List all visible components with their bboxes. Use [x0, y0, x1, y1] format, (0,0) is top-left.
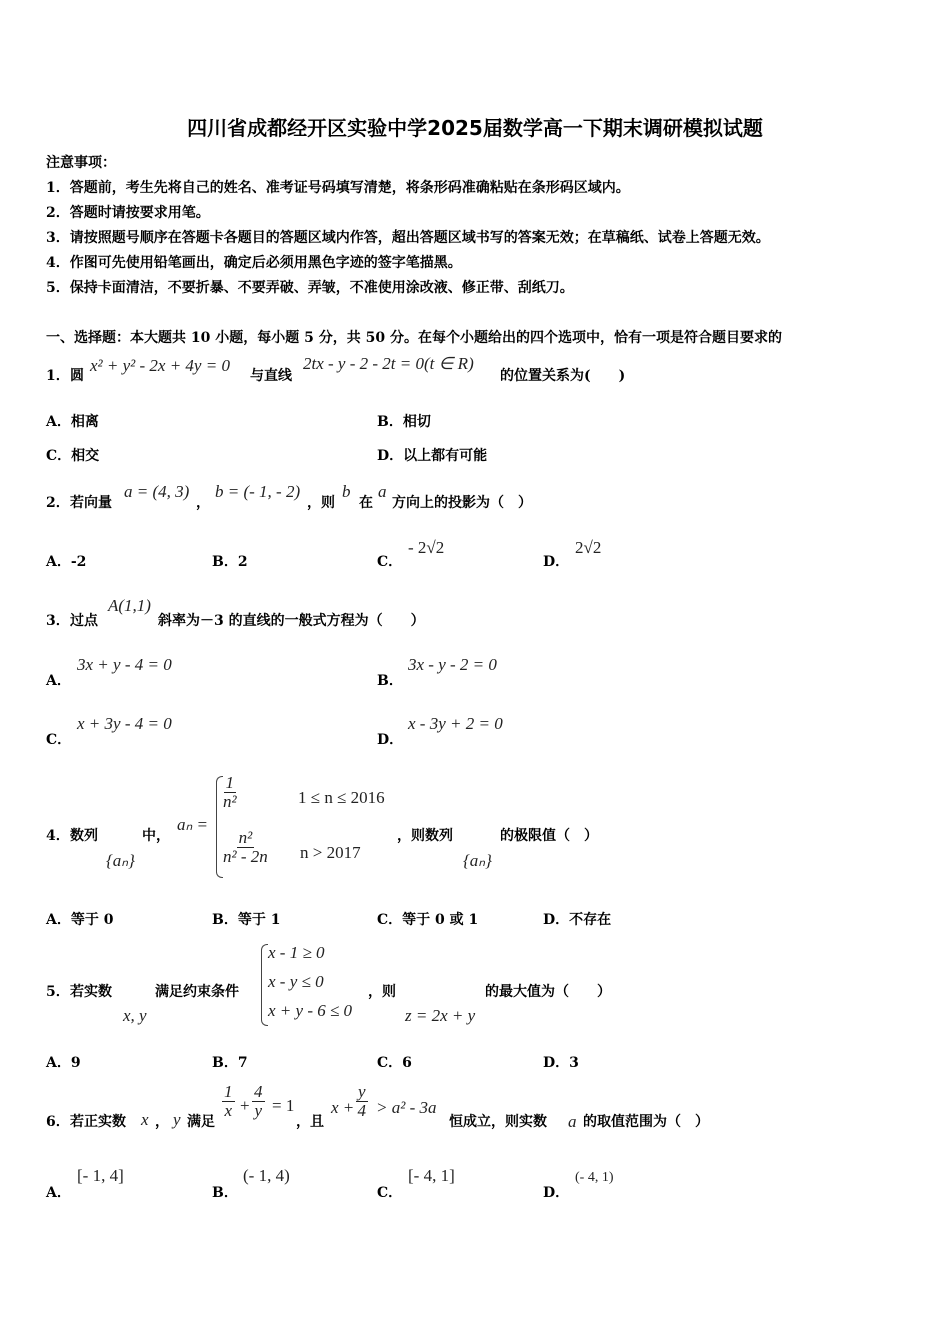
question-text: 的最大值为（ ） [485, 984, 611, 1000]
option-c: C．相交 [46, 448, 100, 464]
math-expression: A(1,1) [108, 596, 151, 615]
question-text: 圆 [70, 368, 84, 384]
fraction-numerator: 1 [224, 1082, 233, 1101]
math-variable: y [173, 1110, 181, 1129]
fraction-denominator: 4 [357, 1101, 367, 1120]
option-a-math: 3x + y - 4 = 0 [77, 655, 172, 674]
option-b: B． [212, 1185, 238, 1201]
question-text: 满足约束条件 [155, 984, 239, 1000]
notice-item: 5．保持卡面清洁，不要折暴、不要弄破、弄皱，不准使用涂改液、修正带、刮纸刀。 [46, 280, 574, 296]
option-b-math: (- 1, 4) [243, 1166, 290, 1185]
fraction-numerator: y [358, 1082, 366, 1101]
math-constraint: x + y - 6 ≤ 0 [268, 1001, 353, 1020]
option-a: A．等于 0 [46, 912, 114, 928]
fraction-numerator: 1 [225, 773, 235, 792]
fraction-denominator: n² [223, 792, 237, 811]
option-c: C． [46, 732, 72, 748]
math-expression: = 1 [272, 1096, 295, 1115]
notice-item: 3．请按照题号顺序在答题卡各题目的答题区域内作答，超出答题区域书写的答案无效；在草稿纸、试卷上答题无效。 [46, 230, 770, 246]
notice-item: 1．答题前，考生先将自己的姓名、准考证号码填写清楚，将条形码准确粘贴在条形码区域内。 [46, 180, 630, 196]
option-a: A．9 [46, 1055, 81, 1071]
math-operator: + [240, 1096, 250, 1115]
question-text: ， [196, 495, 210, 511]
option-d: D． [543, 1185, 570, 1201]
fraction-denominator: x [224, 1101, 233, 1120]
option-c-math: - 2√2 [408, 538, 445, 557]
math-fraction [222, 1083, 235, 1120]
question-text: 在 [359, 495, 373, 511]
math-fraction [252, 1083, 265, 1120]
question-text: 的极限值（ ） [500, 828, 598, 844]
math-constraint: x - y ≤ 0 [268, 972, 324, 991]
question-text: 满足 [187, 1114, 215, 1130]
option-d-math: 2√2 [575, 538, 602, 557]
option-a: A．相离 [46, 414, 99, 430]
math-expression: z = 2x + y [405, 1006, 476, 1025]
notice-item: 4．作图可先使用铅笔画出，确定后必须用黑色字迹的签字笔描黑。 [46, 255, 462, 271]
math-constraint: x - 1 ≥ 0 [268, 943, 325, 962]
math-expression: > a² - 3a [376, 1098, 437, 1117]
question-text: ，则 [307, 495, 335, 511]
math-expression: {aₙ} [106, 851, 135, 870]
fraction-denominator: n² - 2n [223, 847, 268, 866]
question-text: 若实数 [70, 984, 112, 1000]
option-a: A． [46, 1185, 71, 1201]
option-a-math: [- 1, 4] [77, 1166, 124, 1185]
math-expression: aₙ = [177, 815, 208, 834]
brace-icon [216, 776, 223, 878]
question-number: 6． [46, 1114, 70, 1130]
math-expression: a = (4, 3) [124, 482, 190, 501]
option-d: D．以上都有可能 [377, 448, 488, 464]
math-condition: n > 2017 [300, 843, 361, 862]
math-expression: x² + y² - 2x + 4y = 0 [90, 356, 230, 375]
question-text: ，且 [296, 1114, 324, 1130]
page-title: 四川省成都经开区实验中学2025届数学高一下期末调研模拟试题 [187, 116, 763, 140]
question-text: 恒成立，则实数 [449, 1114, 547, 1130]
question-number: 1． [46, 368, 70, 384]
math-fraction [223, 829, 268, 866]
fraction-numerator: 4 [254, 1082, 263, 1101]
math-expression: x + [331, 1098, 355, 1117]
option-c: C． [377, 554, 403, 570]
math-condition: 1 ≤ n ≤ 2016 [298, 788, 385, 807]
math-expression: x, y [123, 1006, 147, 1025]
question-text: 方向上的投影为（ ） [392, 495, 532, 511]
option-d-math: x - 3y + 2 = 0 [408, 714, 503, 733]
question-text: 数列 [70, 828, 98, 844]
question-text: ， [155, 1114, 169, 1130]
option-d: D．3 [543, 1055, 579, 1071]
math-expression: b = (- 1, - 2) [215, 482, 301, 501]
option-b-math: 3x - y - 2 = 0 [408, 655, 497, 674]
option-b: B．7 [212, 1055, 248, 1071]
math-fraction [223, 774, 237, 811]
option-b: B． [377, 673, 403, 689]
question-text: 过点 [70, 613, 98, 629]
brace-icon [261, 944, 268, 1026]
question-text: ，则数列 [397, 828, 453, 844]
option-a: A． [46, 673, 71, 689]
fraction-numerator: n² [238, 828, 253, 847]
question-text: 的取值范围为（ ） [583, 1114, 709, 1130]
option-c: C． [377, 1185, 403, 1201]
question-text: 斜率为－3 的直线的一般式方程为（ ） [158, 613, 425, 629]
question-text: 中， [142, 828, 170, 844]
math-expression: {aₙ} [463, 851, 492, 870]
option-d: D． [377, 732, 404, 748]
math-fraction [356, 1083, 368, 1120]
notice-item: 2．答题时请按要求用笔。 [46, 205, 210, 221]
option-b: B．相切 [377, 414, 431, 430]
option-c: C．6 [377, 1055, 412, 1071]
section-heading: 一、选择题：本大题共 10 小题，每小题 5 分，共 50 分。在每个小题给出的四个选项中，恰有一项是符合题目要求的 [46, 330, 782, 346]
question-text: 与直线 [250, 368, 292, 384]
option-d: D．不存在 [543, 912, 612, 928]
math-expression: a [378, 482, 387, 501]
math-expression: b [342, 482, 351, 501]
math-variable: a [568, 1112, 577, 1131]
option-a: A．-2 [46, 554, 87, 570]
question-text: 的位置关系为( ) [500, 368, 626, 384]
question-number: 4． [46, 828, 70, 844]
question-number: 3． [46, 613, 70, 629]
question-number: 2． [46, 495, 70, 511]
option-b: B．2 [212, 554, 248, 570]
math-variable: x [141, 1110, 149, 1129]
math-expression: 2tx - y - 2 - 2t = 0(t ∈ R) [303, 354, 474, 373]
fraction-denominator: y [254, 1101, 263, 1120]
option-d-math: (- 4, 1) [575, 1170, 614, 1185]
question-text: ，则 [368, 984, 396, 1000]
option-c-math: x + 3y - 4 = 0 [77, 714, 172, 733]
option-b: B．等于 1 [212, 912, 281, 928]
notice-heading: 注意事项： [46, 155, 116, 171]
option-c: C．等于 0 或 1 [377, 912, 479, 928]
option-c-math: [- 4, 1] [408, 1166, 455, 1185]
question-text: 若向量 [70, 495, 112, 511]
option-d: D． [543, 554, 570, 570]
question-number: 5． [46, 984, 70, 1000]
question-text: 若正实数 [70, 1114, 126, 1130]
